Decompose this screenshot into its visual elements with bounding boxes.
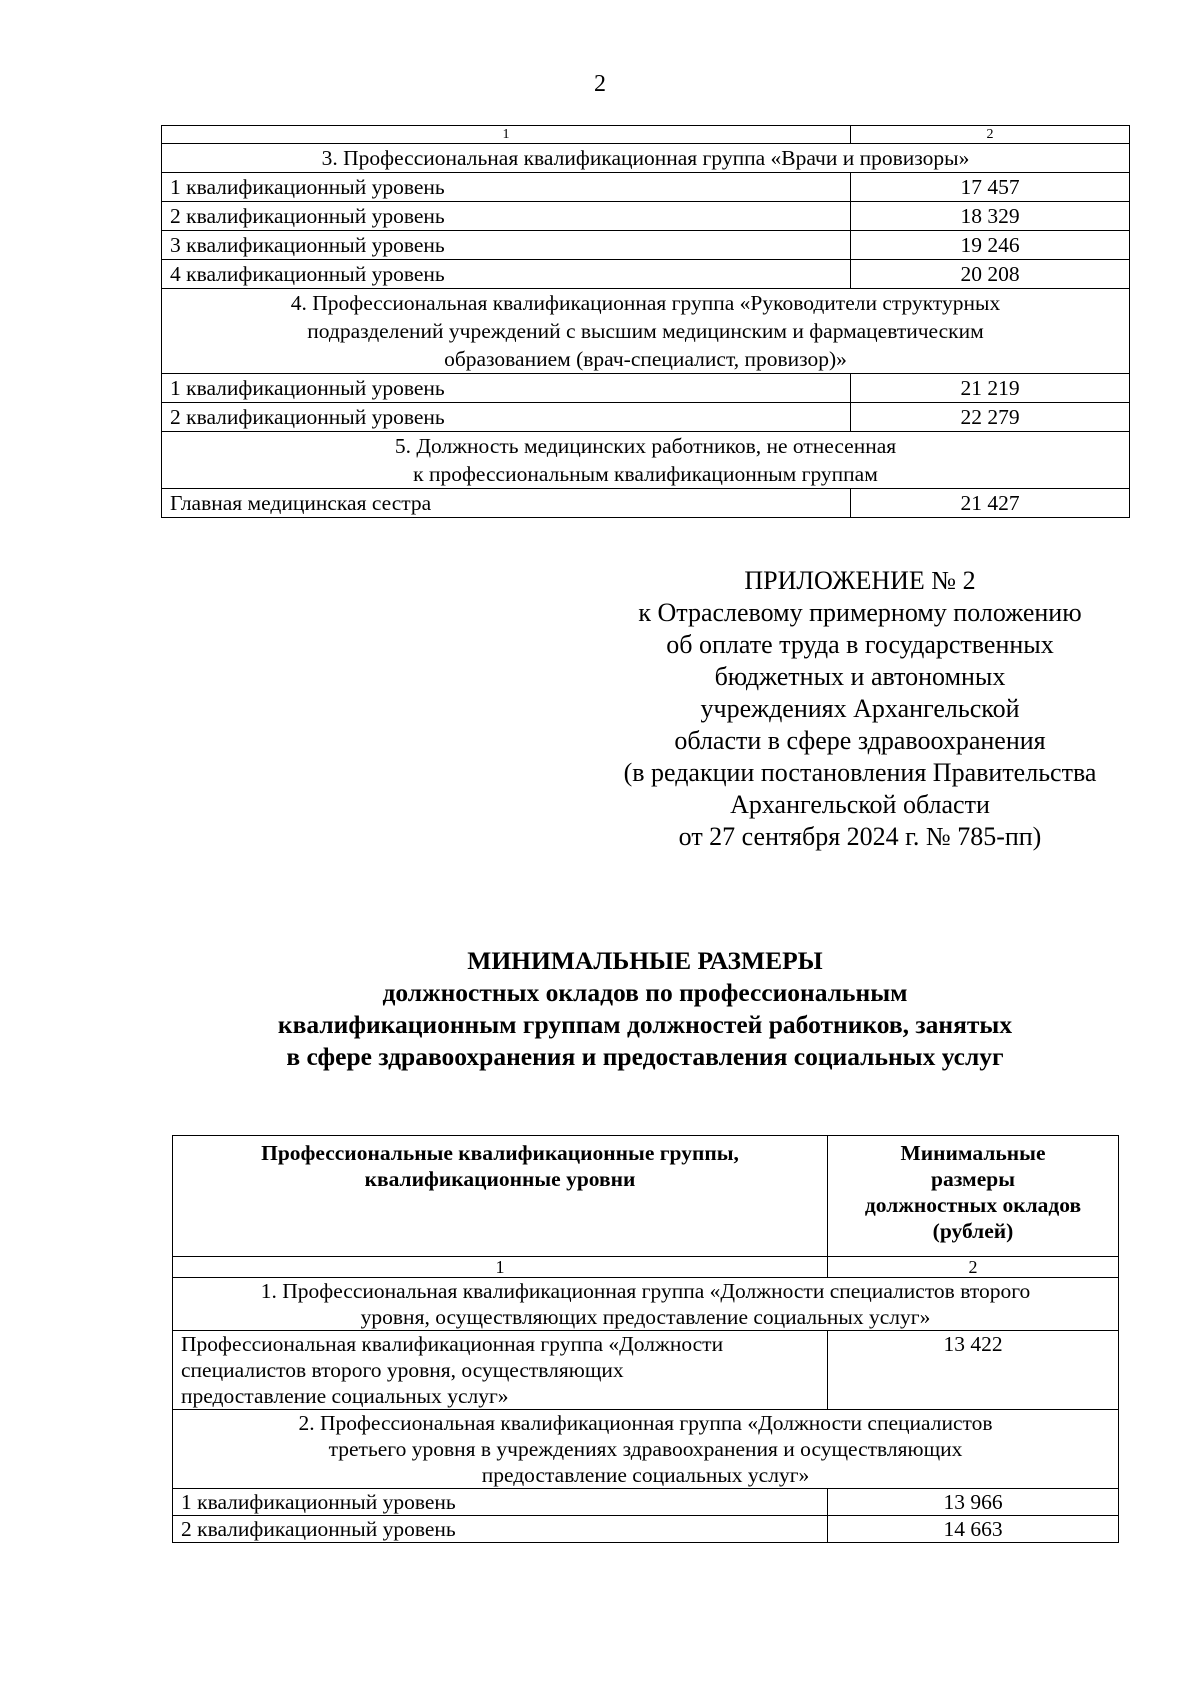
column-header-groups — [173, 1136, 828, 1257]
label-line: Профессиональная квалификационная группа «Должности — [181, 1332, 724, 1356]
level-label: 4 квалификационный уровень — [162, 260, 851, 289]
table-row — [162, 173, 1130, 202]
group-header-row — [162, 432, 1130, 489]
title-line: должностных окладов по профессиональным — [382, 978, 908, 1007]
column-number: 2 — [828, 1257, 1119, 1278]
table-column-numbers — [173, 1257, 1119, 1278]
column-number: 1 — [162, 126, 851, 144]
table-row — [162, 489, 1130, 518]
title-line: квалификационным группам должностей работников, занятых — [277, 1010, 1013, 1039]
annex-line: (в редакции постановления Правительства — [623, 758, 1097, 787]
group-title — [162, 432, 1130, 489]
group-header-row — [162, 144, 1130, 173]
level-label: 1 квалификационный уровень — [162, 173, 851, 202]
salary-value: 21 219 — [851, 374, 1130, 403]
annex-line: об оплате труда в государственных — [666, 630, 1054, 659]
header-line: Минимальные — [900, 1141, 1046, 1165]
group-title-line: уровня, осуществляющих предоставление социальных услуг» — [360, 1305, 931, 1329]
annex-line: учреждениях Архангельской — [700, 694, 1020, 723]
column-number: 2 — [851, 126, 1130, 144]
annex-heading — [590, 565, 1130, 853]
header-line: должностных окладов — [864, 1193, 1082, 1217]
annex-line: бюджетных и автономных — [714, 662, 1006, 691]
group-title-line: 5. Должность медицинских работников, не отнесенная — [394, 434, 897, 458]
table-row — [162, 260, 1130, 289]
level-label: 2 квалификационный уровень — [173, 1516, 828, 1543]
document-title — [160, 945, 1130, 1073]
level-label: 2 квалификационный уровень — [162, 202, 851, 231]
column-header-salary — [828, 1136, 1119, 1257]
position-label: Главная медицинская сестра — [162, 489, 851, 518]
salary-value: 20 208 — [851, 260, 1130, 289]
header-line: (рублей) — [932, 1219, 1014, 1243]
table-row — [173, 1489, 1119, 1516]
table-row — [162, 403, 1130, 432]
group-label — [173, 1331, 828, 1410]
table-header-row — [173, 1136, 1119, 1257]
group-title — [162, 289, 1130, 374]
group-title — [173, 1410, 1119, 1489]
group-title-line: 4. Профессиональная квалификационная группа «Руководители структурных — [290, 291, 1001, 315]
group-header-row — [173, 1410, 1119, 1489]
title-line: в сфере здравоохранения и предоставления социальных услуг — [286, 1042, 1004, 1071]
table-row — [162, 202, 1130, 231]
header-line: Профессиональные квалификационные группы, — [261, 1141, 739, 1165]
group-header-row — [162, 289, 1130, 374]
label-line: специалистов второго уровня, осуществляющих — [181, 1358, 624, 1382]
salary-value: 19 246 — [851, 231, 1130, 260]
level-label: 3 квалификационный уровень — [162, 231, 851, 260]
group-title-line: 1. Профессиональная квалификационная группа «Должности специалистов второго — [260, 1279, 1031, 1303]
group-header-row — [173, 1278, 1119, 1331]
table-row — [173, 1331, 1119, 1410]
group-title-line: подразделений учреждений с высшим медицинским и фармацевтическим — [307, 319, 984, 343]
salary-table — [172, 1135, 1119, 1543]
group-title-line: третьего уровня в учреждениях здравоохранения и осуществляющих — [328, 1437, 963, 1461]
salary-value: 21 427 — [851, 489, 1130, 518]
annex-line: ПРИЛОЖЕНИЕ № 2 — [744, 566, 976, 595]
salary-table-continued — [161, 125, 1130, 518]
group-title-line: к профессиональным квалификационным группам — [413, 462, 878, 486]
group-title-line: образованием (врач-специалист, провизор)» — [444, 347, 847, 371]
page-number: 2 — [594, 71, 606, 97]
level-label: 1 квалификационный уровень — [173, 1489, 828, 1516]
group-title: 3. Профессиональная квалификационная группа «Врачи и провизоры» — [162, 144, 1130, 173]
header-line: квалификационные уровни — [364, 1167, 636, 1191]
group-title — [173, 1278, 1119, 1331]
header-line: размеры — [931, 1167, 1015, 1191]
table-row — [162, 374, 1130, 403]
table-row — [162, 231, 1130, 260]
annex-line: к Отраслевому примерному положению — [638, 598, 1082, 627]
salary-value: 13 966 — [828, 1489, 1119, 1516]
level-label: 1 квалификационный уровень — [162, 374, 851, 403]
level-label: 2 квалификационный уровень — [162, 403, 851, 432]
annex-line: от 27 сентября 2024 г. № 785-пп) — [678, 822, 1042, 851]
table-column-numbers — [162, 126, 1130, 144]
salary-value: 22 279 — [851, 403, 1130, 432]
salary-value: 18 329 — [851, 202, 1130, 231]
annex-line: Архангельской области — [730, 790, 990, 819]
annex-line: области в сфере здравоохранения — [674, 726, 1046, 755]
group-title-line: 2. Профессиональная квалификационная группа «Должности специалистов — [298, 1411, 993, 1435]
salary-value: 17 457 — [851, 173, 1130, 202]
table-row — [173, 1516, 1119, 1543]
salary-value: 14 663 — [828, 1516, 1119, 1543]
salary-value: 13 422 — [828, 1331, 1119, 1410]
label-line: предоставление социальных услуг» — [181, 1384, 509, 1408]
title-line: МИНИМАЛЬНЫЕ РАЗМЕРЫ — [467, 946, 823, 975]
column-number: 1 — [173, 1257, 828, 1278]
group-title-line: предоставление социальных услуг» — [481, 1463, 810, 1487]
